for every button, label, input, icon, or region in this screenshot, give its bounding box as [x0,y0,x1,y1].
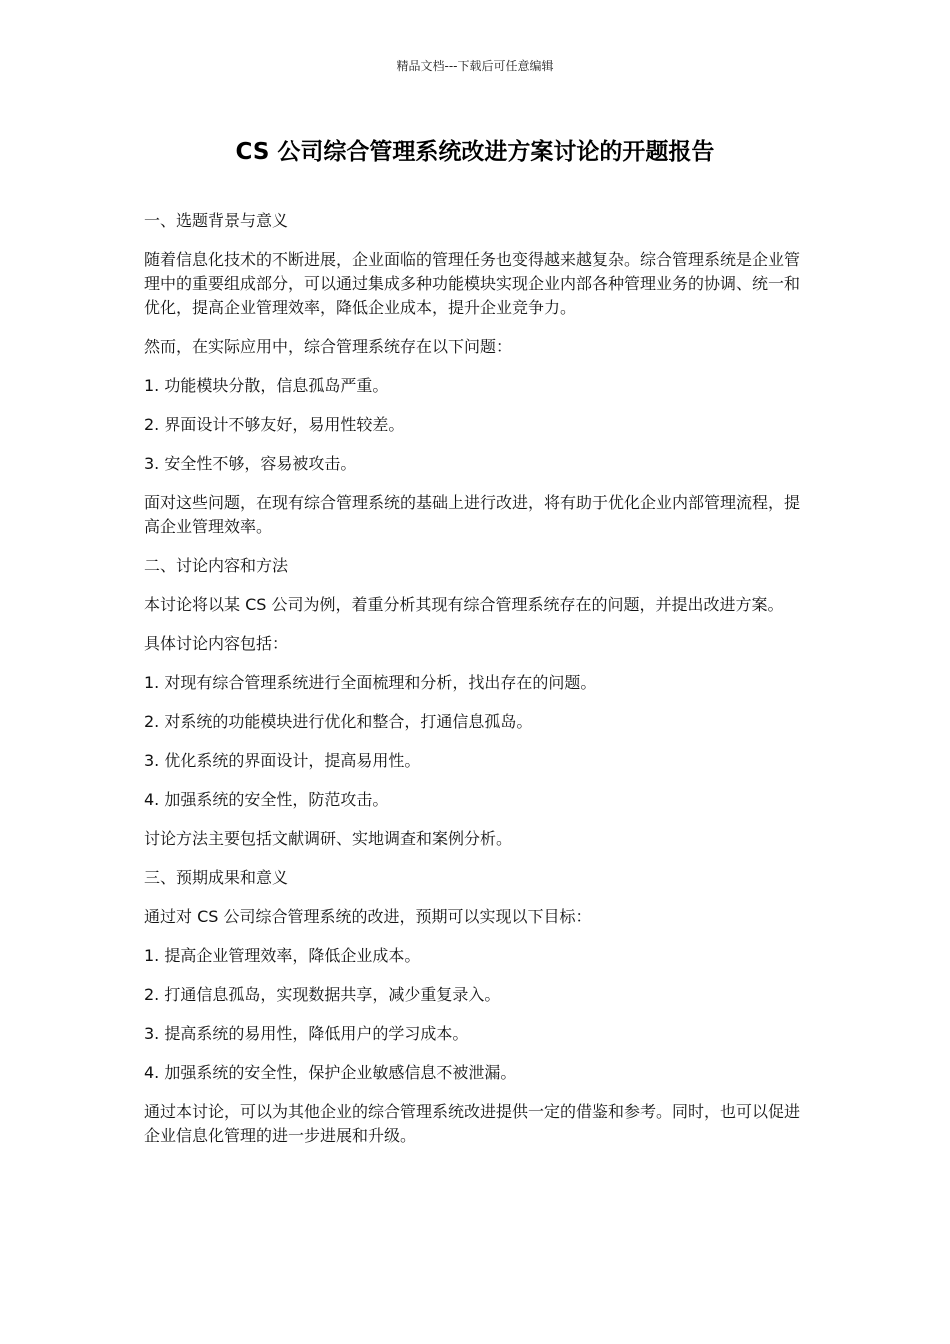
section-heading-outcomes: 三、预期成果和意义 [144,868,289,887]
section-heading-content: 二、讨论内容和方法 [144,556,289,575]
list-item-outcome-3: 3. 提高系统的易用性，降低用户的学习成本。 [144,1024,469,1043]
list-item-problem-1: 1. 功能模块分散，信息孤岛严重。 [144,376,389,395]
paragraph-background: 随着信息化技术的不断进展，企业面临的管理任务也变得越来越复杂。综合管理系统是企业管理中的重要组成部分，可以通过集成多种功能模块实现企业内部各种管理业务的协调、统一和优化，提高企业管理效率，降低企业成本，提升企业竞争力。 [144,250,801,317]
list-item-content-3: 3. 优化系统的界面设计，提高易用性。 [144,751,421,770]
paragraph-conclusion: 通过本讨论，可以为其他企业的综合管理系统改进提供一定的借鉴和参考。同时，也可以促进企业信息化管理的进一步进展和升级。 [144,1102,801,1145]
document-body [144,209,808,1163]
document-title: CS 公司综合管理系统改进方案讨论的开题报告 [235,139,715,165]
list-item-content-1: 1. 对现有综合管理系统进行全面梳理和分析，找出存在的问题。 [144,673,597,692]
paragraph-content-list-intro: 具体讨论内容包括： [144,634,289,653]
list-item-content-2: 2. 对系统的功能模块进行优化和整合，打通信息孤岛。 [144,712,533,731]
paragraph-outcomes-intro: 通过对 CS 公司综合管理系统的改进，预期可以实现以下目标： [144,907,592,926]
paragraph-content-intro: 本讨论将以某 CS 公司为例，着重分析其现有综合管理系统存在的问题，并提出改进方案。 [144,595,784,614]
paragraph-methods: 讨论方法主要包括文献调研、实地调查和案例分析。 [144,829,513,848]
list-item-problem-2: 2. 界面设计不够友好，易用性较差。 [144,415,405,434]
list-item-outcome-2: 2. 打通信息孤岛，实现数据共享，减少重复录入。 [144,985,501,1004]
paragraph-improvement: 面对这些问题，在现有综合管理系统的基础上进行改进，将有助于优化企业内部管理流程，提高企业管理效率。 [144,493,801,536]
header-note: 精品文档---下载后可任意编辑 [396,59,554,73]
list-item-content-4: 4. 加强系统的安全性，防范攻击。 [144,790,389,809]
paragraph-problems-intro: 然而，在实际应用中，综合管理系统存在以下问题： [144,337,513,356]
list-item-outcome-1: 1. 提高企业管理效率，降低企业成本。 [144,946,421,965]
list-item-outcome-4: 4. 加强系统的安全性，保护企业敏感信息不被泄漏。 [144,1063,517,1082]
list-item-problem-3: 3. 安全性不够，容易被攻击。 [144,454,357,473]
section-heading-background: 一、选题背景与意义 [144,211,289,230]
